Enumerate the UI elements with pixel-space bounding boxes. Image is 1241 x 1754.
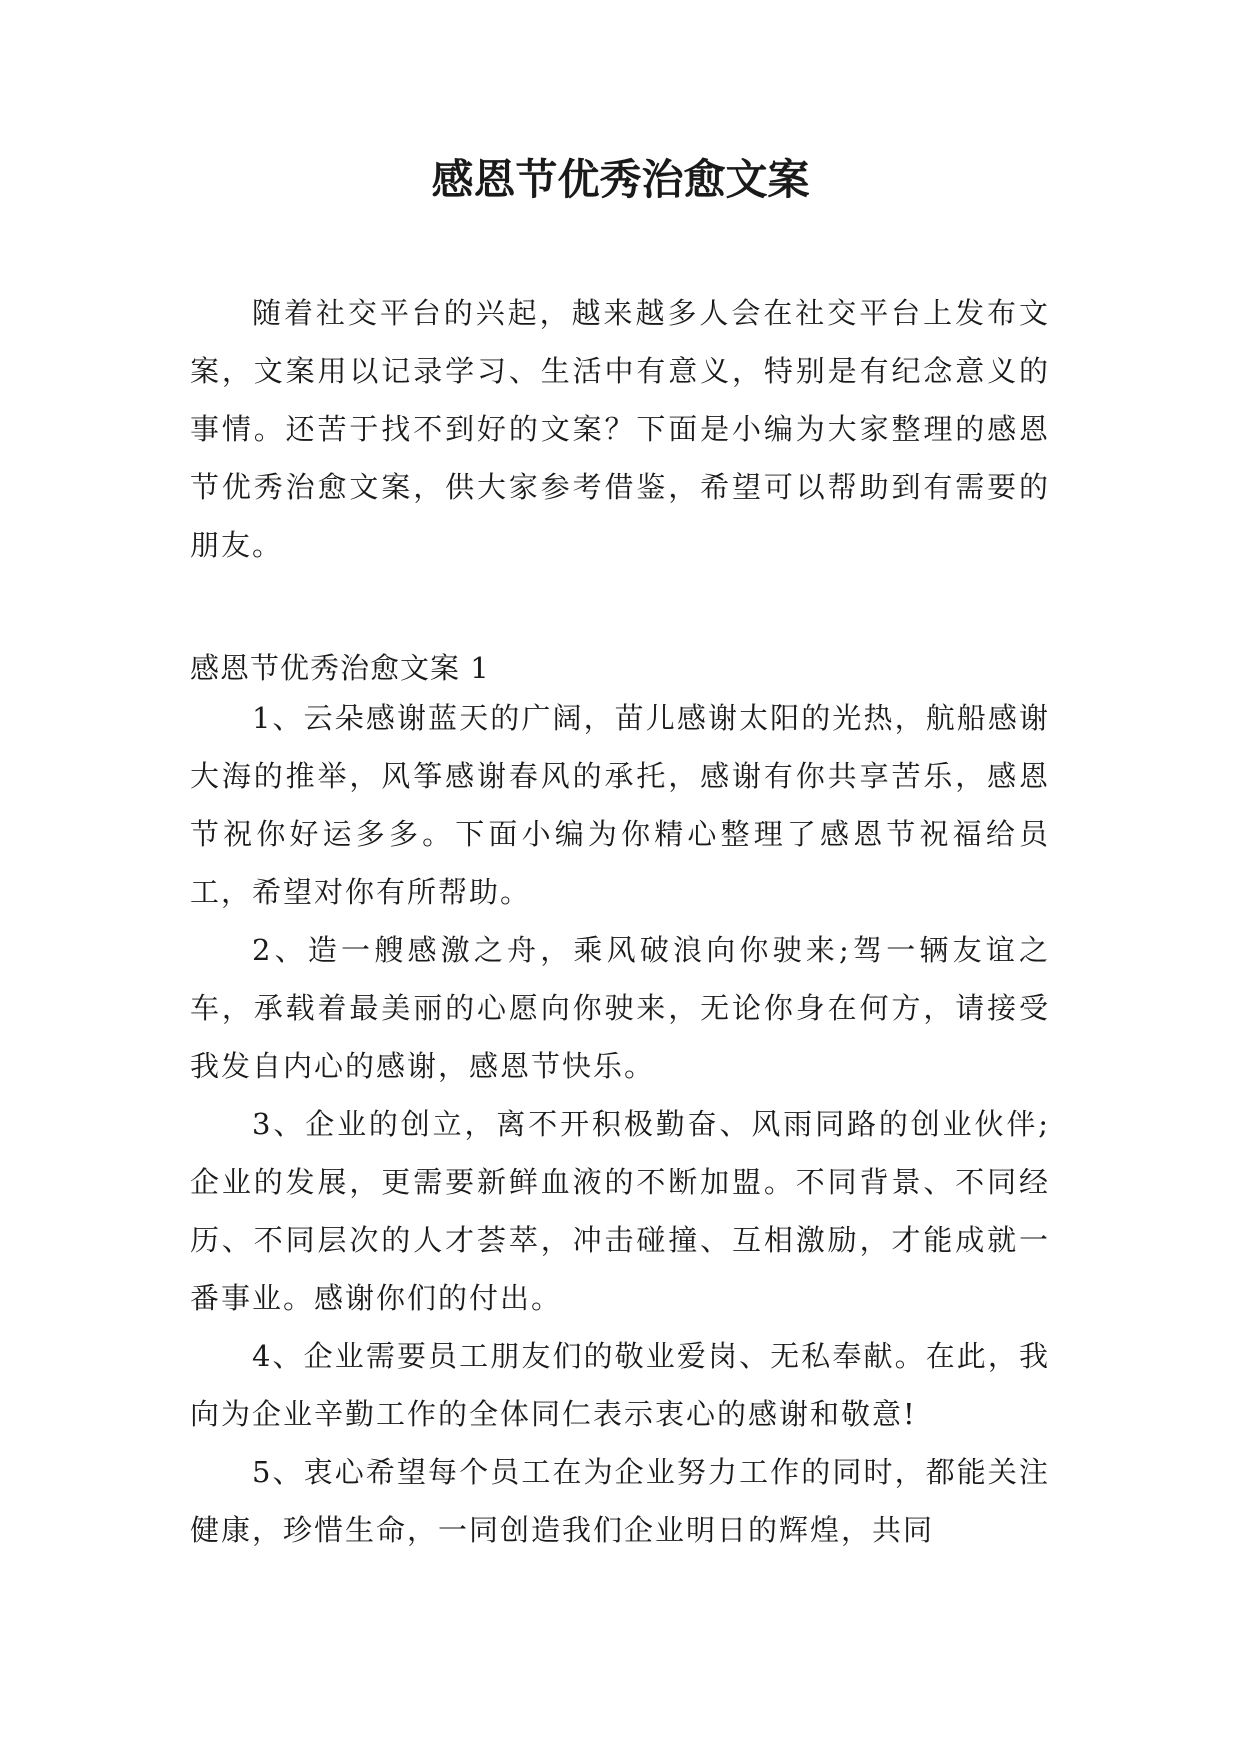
list-item: 1、云朵感谢蓝天的广阔，苗儿感谢太阳的光热，航船感谢大海的推举，风筝感谢春风的承托，感谢有你共享苦乐，感恩节祝你好运多多。下面小编为你精心整理了感恩节祝福给员工，希望对你有所帮助。 <box>190 701 1050 909</box>
intro-paragraph <box>190 284 1050 574</box>
section-heading: 感恩节优秀治愈文案 1 <box>190 651 490 685</box>
item-list <box>190 689 1050 1559</box>
document-title: 感恩节优秀治愈文案 <box>431 155 810 204</box>
list-item: 4、企业需要员工朋友们的敬业爱岗、无私奉献。在此，我向为企业辛勤工作的全体同仁表示衷心的感谢和敬意! <box>190 1339 1050 1431</box>
intro-text: 随着社交平台的兴起，越来越多人会在社交平台上发布文案，文案用以记录学习、生活中有意义，特别是有纪念意义的事情。还苦于找不到好的文案？下面是小编为大家整理的感恩节优秀治愈文案，供大家参考借鉴，希望可以帮助到有需要的朋友。 <box>190 296 1050 562</box>
list-item: 5、衷心希望每个员工在为企业努力工作的同时，都能关注健康，珍惜生命，一同创造我们企业明日的辉煌，共同 <box>190 1455 1050 1547</box>
list-item: 3、企业的创立，离不开积极勤奋、风雨同路的创业伙伴;企业的发展，更需要新鲜血液的不断加盟。不同背景、不同经历、不同层次的人才荟萃，冲击碰撞、互相激励，才能成就一番事业。感谢你们的付出。 <box>190 1107 1050 1315</box>
list-item: 2、造一艘感激之舟，乘风破浪向你驶来;驾一辆友谊之车，承载着最美丽的心愿向你驶来，无论你身在何方，请接受我发自内心的感谢，感恩节快乐。 <box>190 933 1050 1083</box>
